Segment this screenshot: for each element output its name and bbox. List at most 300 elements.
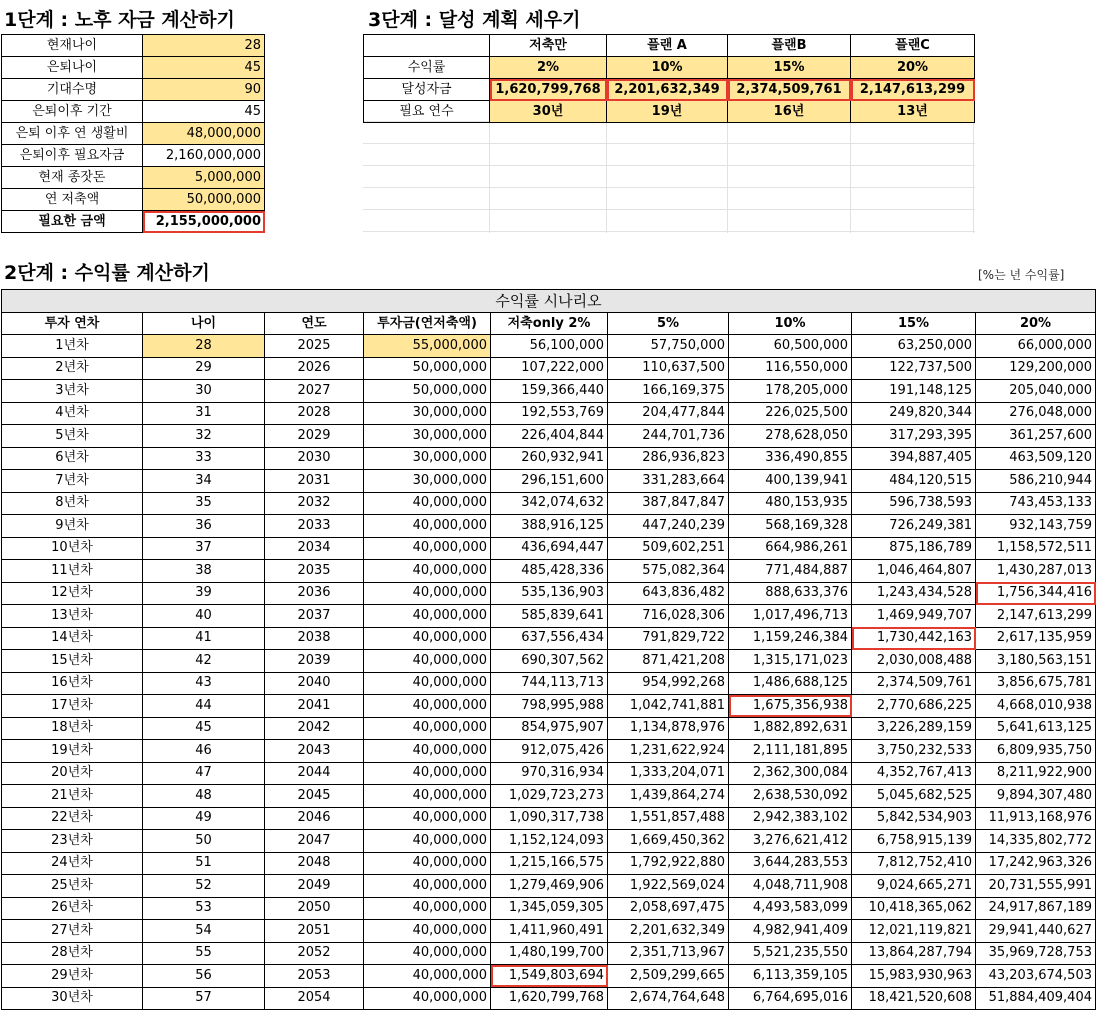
rate-2-cell[interactable]: 690,307,562 [491, 650, 608, 673]
plan-value[interactable]: 15% [728, 57, 851, 79]
calendar-year-cell[interactable]: 2026 [265, 357, 364, 380]
rate-2-cell[interactable]: 159,366,440 [491, 380, 608, 403]
calendar-year-cell[interactable]: 2047 [265, 830, 364, 853]
year-cell[interactable]: 1년차 [2, 335, 143, 358]
rate-5-cell[interactable]: 1,922,569,024 [608, 875, 729, 898]
rate-15-cell[interactable]: 63,250,000 [852, 335, 976, 358]
rate-10-cell[interactable]: 888,633,376 [729, 582, 852, 605]
investment-cell[interactable]: 30,000,000 [364, 447, 491, 470]
investment-cell[interactable]: 40,000,000 [364, 717, 491, 740]
investment-cell[interactable]: 40,000,000 [364, 582, 491, 605]
year-cell[interactable]: 21년차 [2, 785, 143, 808]
rate-20-cell[interactable]: 3,180,563,151 [976, 650, 1096, 673]
rate-2-cell[interactable]: 912,075,426 [491, 740, 608, 763]
rate-20-cell[interactable]: 29,941,440,627 [976, 920, 1096, 943]
year-cell[interactable]: 7년차 [2, 470, 143, 493]
investment-cell[interactable]: 40,000,000 [364, 852, 491, 875]
year-cell[interactable]: 28년차 [2, 942, 143, 965]
rate-20-cell[interactable]: 20,731,555,991 [976, 875, 1096, 898]
rate-2-cell[interactable]: 226,404,844 [491, 425, 608, 448]
investment-cell[interactable]: 40,000,000 [364, 560, 491, 583]
calendar-year-cell[interactable]: 2051 [265, 920, 364, 943]
rate-5-cell[interactable]: 643,836,482 [608, 582, 729, 605]
plan-value[interactable]: 2,201,632,349 [607, 79, 728, 101]
rate-2-cell[interactable]: 260,932,941 [491, 447, 608, 470]
rate-20-cell[interactable]: 1,430,287,013 [976, 560, 1096, 583]
row-value[interactable]: 45 [143, 57, 265, 79]
rate-5-cell[interactable]: 286,936,823 [608, 447, 729, 470]
calendar-year-cell[interactable]: 2025 [265, 335, 364, 358]
rate-5-cell[interactable]: 1,042,741,881 [608, 695, 729, 718]
investment-cell[interactable]: 30,000,000 [364, 402, 491, 425]
rate-5-cell[interactable]: 954,992,268 [608, 672, 729, 695]
year-cell[interactable]: 25년차 [2, 875, 143, 898]
rate-15-cell[interactable]: 5,045,682,525 [852, 785, 976, 808]
investment-cell[interactable]: 40,000,000 [364, 762, 491, 785]
rate-15-cell[interactable]: 2,374,509,761 [852, 672, 976, 695]
rate-10-cell[interactable]: 3,644,283,553 [729, 852, 852, 875]
year-cell[interactable]: 4년차 [2, 402, 143, 425]
age-cell[interactable]: 31 [143, 402, 265, 425]
rate-5-cell[interactable]: 2,201,632,349 [608, 920, 729, 943]
rate-15-cell[interactable]: 15,983,930,963 [852, 965, 976, 988]
rate-5-cell[interactable]: 1,551,857,488 [608, 807, 729, 830]
row-label[interactable]: 수익률 [364, 57, 490, 79]
rate-15-cell[interactable]: 3,750,232,533 [852, 740, 976, 763]
rate-2-cell[interactable]: 1,279,469,906 [491, 875, 608, 898]
calendar-year-cell[interactable]: 2031 [265, 470, 364, 493]
rate-15-cell[interactable]: 9,024,665,271 [852, 875, 976, 898]
rate-20-cell[interactable]: 17,242,963,326 [976, 852, 1096, 875]
plan-value[interactable]: 20% [851, 57, 975, 79]
rate-2-cell[interactable]: 1,090,317,738 [491, 807, 608, 830]
rate-20-cell[interactable]: 2,617,135,959 [976, 627, 1096, 650]
investment-cell[interactable]: 30,000,000 [364, 470, 491, 493]
investment-cell[interactable]: 40,000,000 [364, 695, 491, 718]
column-header[interactable]: 20% [976, 313, 1096, 335]
rate-20-cell[interactable]: 43,203,674,503 [976, 965, 1096, 988]
column-header[interactable]: 저축only 2% [491, 313, 608, 335]
year-cell[interactable]: 22년차 [2, 807, 143, 830]
rate-20-cell[interactable]: 129,200,000 [976, 357, 1096, 380]
row-value[interactable]: 50,000,000 [143, 189, 265, 211]
column-header[interactable]: 투자금(연저축액) [364, 313, 491, 335]
rate-5-cell[interactable]: 509,602,251 [608, 537, 729, 560]
rate-2-cell[interactable]: 637,556,434 [491, 627, 608, 650]
rate-5-cell[interactable]: 2,509,299,665 [608, 965, 729, 988]
investment-cell[interactable]: 40,000,000 [364, 740, 491, 763]
age-cell[interactable]: 48 [143, 785, 265, 808]
calendar-year-cell[interactable]: 2054 [265, 987, 364, 1010]
rate-20-cell[interactable]: 586,210,944 [976, 470, 1096, 493]
investment-cell[interactable]: 40,000,000 [364, 875, 491, 898]
rate-10-cell[interactable]: 1,486,688,125 [729, 672, 852, 695]
rate-5-cell[interactable]: 166,169,375 [608, 380, 729, 403]
calendar-year-cell[interactable]: 2053 [265, 965, 364, 988]
calendar-year-cell[interactable]: 2034 [265, 537, 364, 560]
calendar-year-cell[interactable]: 2049 [265, 875, 364, 898]
row-label[interactable]: 연 저축액 [2, 189, 143, 211]
rate-20-cell[interactable]: 11,913,168,976 [976, 807, 1096, 830]
rate-20-cell[interactable]: 463,509,120 [976, 447, 1096, 470]
rate-2-cell[interactable]: 1,549,803,694 [491, 965, 608, 988]
rate-2-cell[interactable]: 1,029,723,273 [491, 785, 608, 808]
calendar-year-cell[interactable]: 2032 [265, 492, 364, 515]
rate-15-cell[interactable]: 1,046,464,807 [852, 560, 976, 583]
investment-cell[interactable]: 40,000,000 [364, 492, 491, 515]
row-label[interactable]: 은퇴이후 필요자금 [2, 145, 143, 167]
year-cell[interactable]: 5년차 [2, 425, 143, 448]
investment-cell[interactable]: 40,000,000 [364, 942, 491, 965]
rate-20-cell[interactable]: 35,969,728,753 [976, 942, 1096, 965]
rate-15-cell[interactable]: 1,243,434,528 [852, 582, 976, 605]
plan-value[interactable]: 10% [607, 57, 728, 79]
column-header[interactable]: 15% [852, 313, 976, 335]
year-cell[interactable]: 11년차 [2, 560, 143, 583]
year-cell[interactable]: 15년차 [2, 650, 143, 673]
year-cell[interactable]: 23년차 [2, 830, 143, 853]
rate-5-cell[interactable]: 110,637,500 [608, 357, 729, 380]
rate-2-cell[interactable]: 798,995,988 [491, 695, 608, 718]
rate-10-cell[interactable]: 480,153,935 [729, 492, 852, 515]
age-cell[interactable]: 53 [143, 897, 265, 920]
plan-value[interactable]: 1,620,799,768 [490, 79, 607, 101]
rate-20-cell[interactable]: 1,756,344,416 [976, 582, 1096, 605]
rate-10-cell[interactable]: 771,484,887 [729, 560, 852, 583]
column-header[interactable]: 투자 연차 [2, 313, 143, 335]
rate-10-cell[interactable]: 664,986,261 [729, 537, 852, 560]
rate-10-cell[interactable]: 2,111,181,895 [729, 740, 852, 763]
calendar-year-cell[interactable]: 2044 [265, 762, 364, 785]
scenario-header[interactable]: 수익률 시나리오 [2, 290, 1096, 313]
age-cell[interactable]: 30 [143, 380, 265, 403]
rate-10-cell[interactable]: 2,942,383,102 [729, 807, 852, 830]
rate-15-cell[interactable]: 484,120,515 [852, 470, 976, 493]
calendar-year-cell[interactable]: 2027 [265, 380, 364, 403]
rate-15-cell[interactable]: 1,469,949,707 [852, 605, 976, 628]
age-cell[interactable]: 32 [143, 425, 265, 448]
rate-20-cell[interactable]: 66,000,000 [976, 335, 1096, 358]
year-cell[interactable]: 10년차 [2, 537, 143, 560]
investment-cell[interactable]: 40,000,000 [364, 650, 491, 673]
rate-15-cell[interactable]: 875,186,789 [852, 537, 976, 560]
rate-5-cell[interactable]: 244,701,736 [608, 425, 729, 448]
age-cell[interactable]: 38 [143, 560, 265, 583]
rate-2-cell[interactable]: 854,975,907 [491, 717, 608, 740]
row-value[interactable]: 2,155,000,000 [143, 211, 265, 233]
column-header[interactable]: 플랜B [728, 35, 851, 57]
rate-15-cell[interactable]: 2,770,686,225 [852, 695, 976, 718]
rate-5-cell[interactable]: 2,351,713,967 [608, 942, 729, 965]
rate-10-cell[interactable]: 1,882,892,631 [729, 717, 852, 740]
row-value[interactable]: 5,000,000 [143, 167, 265, 189]
age-cell[interactable]: 43 [143, 672, 265, 695]
rate-20-cell[interactable]: 6,809,935,750 [976, 740, 1096, 763]
row-label[interactable]: 은퇴이후 기간 [2, 101, 143, 123]
calendar-year-cell[interactable]: 2039 [265, 650, 364, 673]
rate-20-cell[interactable]: 14,335,802,772 [976, 830, 1096, 853]
rate-2-cell[interactable]: 970,316,934 [491, 762, 608, 785]
rate-15-cell[interactable]: 596,738,593 [852, 492, 976, 515]
year-cell[interactable]: 20년차 [2, 762, 143, 785]
age-cell[interactable]: 29 [143, 357, 265, 380]
rate-10-cell[interactable]: 4,048,711,908 [729, 875, 852, 898]
rate-20-cell[interactable]: 51,884,409,404 [976, 987, 1096, 1010]
investment-cell[interactable]: 40,000,000 [364, 987, 491, 1010]
rate-20-cell[interactable]: 205,040,000 [976, 380, 1096, 403]
calendar-year-cell[interactable]: 2041 [265, 695, 364, 718]
year-cell[interactable]: 2년차 [2, 357, 143, 380]
age-cell[interactable]: 51 [143, 852, 265, 875]
rate-20-cell[interactable]: 932,143,759 [976, 515, 1096, 538]
rate-2-cell[interactable]: 342,074,632 [491, 492, 608, 515]
year-cell[interactable]: 26년차 [2, 897, 143, 920]
rate-20-cell[interactable]: 743,453,133 [976, 492, 1096, 515]
rate-10-cell[interactable]: 278,628,050 [729, 425, 852, 448]
calendar-year-cell[interactable]: 2035 [265, 560, 364, 583]
row-label[interactable]: 현재나이 [2, 35, 143, 57]
row-value[interactable]: 28 [143, 35, 265, 57]
investment-cell[interactable]: 55,000,000 [364, 335, 491, 358]
rate-5-cell[interactable]: 1,231,622,924 [608, 740, 729, 763]
age-cell[interactable]: 55 [143, 942, 265, 965]
year-cell[interactable]: 12년차 [2, 582, 143, 605]
rate-15-cell[interactable]: 3,226,289,159 [852, 717, 976, 740]
investment-cell[interactable]: 40,000,000 [364, 515, 491, 538]
rate-10-cell[interactable]: 226,025,500 [729, 402, 852, 425]
rate-2-cell[interactable]: 107,222,000 [491, 357, 608, 380]
rate-15-cell[interactable]: 10,418,365,062 [852, 897, 976, 920]
calendar-year-cell[interactable]: 2028 [265, 402, 364, 425]
age-cell[interactable]: 37 [143, 537, 265, 560]
year-cell[interactable]: 14년차 [2, 627, 143, 650]
rate-2-cell[interactable]: 485,428,336 [491, 560, 608, 583]
rate-15-cell[interactable]: 1,730,442,163 [852, 627, 976, 650]
rate-5-cell[interactable]: 871,421,208 [608, 650, 729, 673]
rate-15-cell[interactable]: 122,737,500 [852, 357, 976, 380]
row-value[interactable]: 90 [143, 79, 265, 101]
rate-20-cell[interactable]: 8,211,922,900 [976, 762, 1096, 785]
investment-cell[interactable]: 40,000,000 [364, 897, 491, 920]
rate-10-cell[interactable]: 2,638,530,092 [729, 785, 852, 808]
age-cell[interactable]: 28 [143, 335, 265, 358]
age-cell[interactable]: 42 [143, 650, 265, 673]
rate-20-cell[interactable]: 3,856,675,781 [976, 672, 1096, 695]
rate-2-cell[interactable]: 1,411,960,491 [491, 920, 608, 943]
calendar-year-cell[interactable]: 2052 [265, 942, 364, 965]
investment-cell[interactable]: 40,000,000 [364, 537, 491, 560]
row-label[interactable]: 필요 연수 [364, 101, 490, 123]
rate-2-cell[interactable]: 388,916,125 [491, 515, 608, 538]
rate-5-cell[interactable]: 1,333,204,071 [608, 762, 729, 785]
year-cell[interactable]: 29년차 [2, 965, 143, 988]
plan-value[interactable]: 30년 [490, 101, 607, 123]
rate-5-cell[interactable]: 791,829,722 [608, 627, 729, 650]
investment-cell[interactable]: 40,000,000 [364, 807, 491, 830]
plan-value[interactable]: 19년 [607, 101, 728, 123]
calendar-year-cell[interactable]: 2046 [265, 807, 364, 830]
rate-10-cell[interactable]: 336,490,855 [729, 447, 852, 470]
column-header[interactable]: 10% [729, 313, 852, 335]
rate-5-cell[interactable]: 204,477,844 [608, 402, 729, 425]
investment-cell[interactable]: 50,000,000 [364, 380, 491, 403]
rate-5-cell[interactable]: 716,028,306 [608, 605, 729, 628]
column-header[interactable]: 플랜C [851, 35, 975, 57]
age-cell[interactable]: 54 [143, 920, 265, 943]
rate-5-cell[interactable]: 2,674,764,648 [608, 987, 729, 1010]
age-cell[interactable]: 39 [143, 582, 265, 605]
corner-cell[interactable] [364, 35, 490, 57]
rate-2-cell[interactable]: 1,215,166,575 [491, 852, 608, 875]
rate-15-cell[interactable]: 249,820,344 [852, 402, 976, 425]
rate-10-cell[interactable]: 6,113,359,105 [729, 965, 852, 988]
year-cell[interactable]: 27년차 [2, 920, 143, 943]
rate-5-cell[interactable]: 331,283,664 [608, 470, 729, 493]
rate-2-cell[interactable]: 1,620,799,768 [491, 987, 608, 1010]
rate-2-cell[interactable]: 1,480,199,700 [491, 942, 608, 965]
rate-15-cell[interactable]: 317,293,395 [852, 425, 976, 448]
year-cell[interactable]: 9년차 [2, 515, 143, 538]
age-cell[interactable]: 45 [143, 717, 265, 740]
rate-15-cell[interactable]: 2,030,008,488 [852, 650, 976, 673]
rate-20-cell[interactable]: 5,641,613,125 [976, 717, 1096, 740]
calendar-year-cell[interactable]: 2030 [265, 447, 364, 470]
plan-value[interactable]: 2,374,509,761 [728, 79, 851, 101]
rate-10-cell[interactable]: 400,139,941 [729, 470, 852, 493]
investment-cell[interactable]: 40,000,000 [364, 965, 491, 988]
age-cell[interactable]: 57 [143, 987, 265, 1010]
column-header[interactable]: 5% [608, 313, 729, 335]
column-header[interactable]: 저축만 [490, 35, 607, 57]
rate-5-cell[interactable]: 387,847,847 [608, 492, 729, 515]
age-cell[interactable]: 47 [143, 762, 265, 785]
calendar-year-cell[interactable]: 2045 [265, 785, 364, 808]
row-label[interactable]: 현재 종잣돈 [2, 167, 143, 189]
age-cell[interactable]: 40 [143, 605, 265, 628]
rate-2-cell[interactable]: 296,151,600 [491, 470, 608, 493]
rate-5-cell[interactable]: 57,750,000 [608, 335, 729, 358]
row-value[interactable]: 45 [143, 101, 265, 123]
age-cell[interactable]: 52 [143, 875, 265, 898]
rate-20-cell[interactable]: 24,917,867,189 [976, 897, 1096, 920]
investment-cell[interactable]: 40,000,000 [364, 672, 491, 695]
rate-10-cell[interactable]: 5,521,235,550 [729, 942, 852, 965]
rate-5-cell[interactable]: 2,058,697,475 [608, 897, 729, 920]
rate-2-cell[interactable]: 1,345,059,305 [491, 897, 608, 920]
calendar-year-cell[interactable]: 2029 [265, 425, 364, 448]
year-cell[interactable]: 6년차 [2, 447, 143, 470]
row-label[interactable]: 필요한 금액 [2, 211, 143, 233]
rate-10-cell[interactable]: 3,276,621,412 [729, 830, 852, 853]
year-cell[interactable]: 3년차 [2, 380, 143, 403]
rate-10-cell[interactable]: 568,169,328 [729, 515, 852, 538]
rate-15-cell[interactable]: 7,812,752,410 [852, 852, 976, 875]
age-cell[interactable]: 36 [143, 515, 265, 538]
rate-2-cell[interactable]: 192,553,769 [491, 402, 608, 425]
investment-cell[interactable]: 40,000,000 [364, 627, 491, 650]
rate-10-cell[interactable]: 2,362,300,084 [729, 762, 852, 785]
rate-2-cell[interactable]: 436,694,447 [491, 537, 608, 560]
rate-5-cell[interactable]: 1,134,878,976 [608, 717, 729, 740]
calendar-year-cell[interactable]: 2050 [265, 897, 364, 920]
rate-15-cell[interactable]: 12,021,119,821 [852, 920, 976, 943]
year-cell[interactable]: 19년차 [2, 740, 143, 763]
rate-5-cell[interactable]: 1,669,450,362 [608, 830, 729, 853]
rate-5-cell[interactable]: 1,439,864,274 [608, 785, 729, 808]
rate-10-cell[interactable]: 4,982,941,409 [729, 920, 852, 943]
row-label[interactable]: 달성자금 [364, 79, 490, 101]
rate-10-cell[interactable]: 1,159,246,384 [729, 627, 852, 650]
row-label[interactable]: 은퇴 이후 연 생활비 [2, 123, 143, 145]
year-cell[interactable]: 17년차 [2, 695, 143, 718]
rate-20-cell[interactable]: 4,668,010,938 [976, 695, 1096, 718]
year-cell[interactable]: 24년차 [2, 852, 143, 875]
investment-cell[interactable]: 40,000,000 [364, 920, 491, 943]
rate-15-cell[interactable]: 726,249,381 [852, 515, 976, 538]
calendar-year-cell[interactable]: 2033 [265, 515, 364, 538]
age-cell[interactable]: 49 [143, 807, 265, 830]
rate-10-cell[interactable]: 6,764,695,016 [729, 987, 852, 1010]
age-cell[interactable]: 56 [143, 965, 265, 988]
rate-15-cell[interactable]: 4,352,767,413 [852, 762, 976, 785]
rate-2-cell[interactable]: 744,113,713 [491, 672, 608, 695]
rate-2-cell[interactable]: 585,839,641 [491, 605, 608, 628]
column-header[interactable]: 연도 [265, 313, 364, 335]
rate-15-cell[interactable]: 13,864,287,794 [852, 942, 976, 965]
rate-20-cell[interactable]: 361,257,600 [976, 425, 1096, 448]
row-value[interactable]: 48,000,000 [143, 123, 265, 145]
column-header[interactable]: 나이 [143, 313, 265, 335]
plan-value[interactable]: 2% [490, 57, 607, 79]
age-cell[interactable]: 34 [143, 470, 265, 493]
rate-15-cell[interactable]: 6,758,915,139 [852, 830, 976, 853]
calendar-year-cell[interactable]: 2040 [265, 672, 364, 695]
rate-2-cell[interactable]: 56,100,000 [491, 335, 608, 358]
plan-value[interactable]: 13년 [851, 101, 975, 123]
investment-cell[interactable]: 30,000,000 [364, 425, 491, 448]
calendar-year-cell[interactable]: 2036 [265, 582, 364, 605]
rate-5-cell[interactable]: 447,240,239 [608, 515, 729, 538]
row-value[interactable]: 2,160,000,000 [143, 145, 265, 167]
rate-10-cell[interactable]: 1,315,171,023 [729, 650, 852, 673]
rate-10-cell[interactable]: 4,493,583,099 [729, 897, 852, 920]
year-cell[interactable]: 13년차 [2, 605, 143, 628]
rate-10-cell[interactable]: 1,017,496,713 [729, 605, 852, 628]
rate-20-cell[interactable]: 2,147,613,299 [976, 605, 1096, 628]
rate-20-cell[interactable]: 276,048,000 [976, 402, 1096, 425]
rate-10-cell[interactable]: 178,205,000 [729, 380, 852, 403]
rate-10-cell[interactable]: 60,500,000 [729, 335, 852, 358]
rate-10-cell[interactable]: 116,550,000 [729, 357, 852, 380]
investment-cell[interactable]: 50,000,000 [364, 357, 491, 380]
year-cell[interactable]: 30년차 [2, 987, 143, 1010]
rate-15-cell[interactable]: 18,421,520,608 [852, 987, 976, 1010]
investment-cell[interactable]: 40,000,000 [364, 785, 491, 808]
plan-value[interactable]: 2,147,613,299 [851, 79, 975, 101]
calendar-year-cell[interactable]: 2042 [265, 717, 364, 740]
calendar-year-cell[interactable]: 2043 [265, 740, 364, 763]
calendar-year-cell[interactable]: 2048 [265, 852, 364, 875]
rate-10-cell[interactable]: 1,675,356,938 [729, 695, 852, 718]
rate-15-cell[interactable]: 5,842,534,903 [852, 807, 976, 830]
rate-15-cell[interactable]: 191,148,125 [852, 380, 976, 403]
investment-cell[interactable]: 40,000,000 [364, 830, 491, 853]
row-label[interactable]: 은퇴나이 [2, 57, 143, 79]
row-label[interactable]: 기대수명 [2, 79, 143, 101]
rate-5-cell[interactable]: 1,792,922,880 [608, 852, 729, 875]
rate-2-cell[interactable]: 535,136,903 [491, 582, 608, 605]
investment-cell[interactable]: 40,000,000 [364, 605, 491, 628]
